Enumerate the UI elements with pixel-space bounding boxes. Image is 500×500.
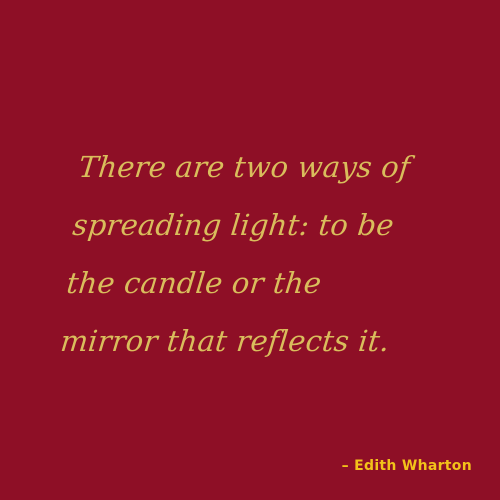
quote-text: There are two ways of spreading light: to be the candle or the mirror that reflects it. bbox=[58, 150, 412, 358]
quote-author: – Edith Wharton bbox=[341, 458, 472, 474]
